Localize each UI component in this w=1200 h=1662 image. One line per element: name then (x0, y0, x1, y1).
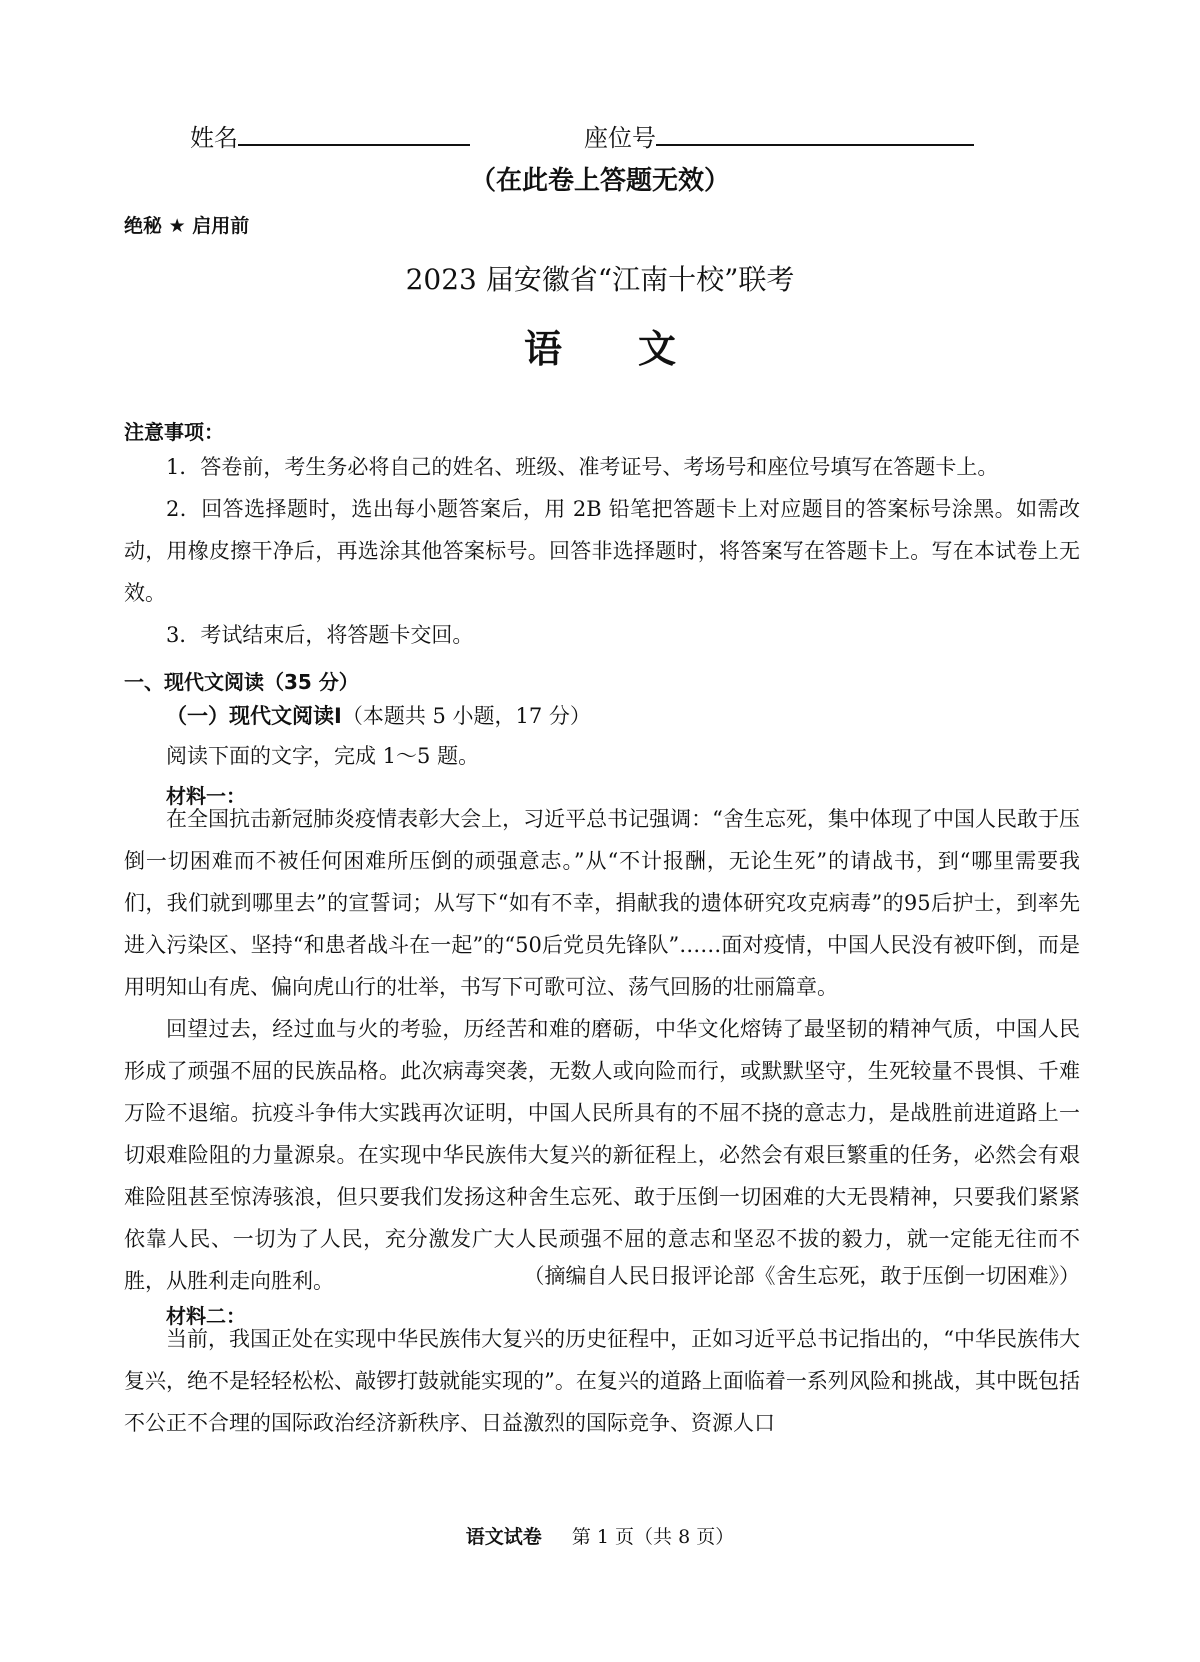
notice-heading: 注意事项： (124, 420, 224, 444)
subject-title: 语 文 (523, 327, 676, 371)
name-blank (238, 118, 470, 146)
name-field (190, 118, 470, 153)
exam-title: 2023 届安徽省“江南十校”联考 (405, 263, 795, 296)
notice-item-1: 1．答卷前，考生务必将自己的姓名、班级、准考证号、考场号和座位号填写在答题卡上。 (166, 455, 999, 479)
section-heading: 一、现代文阅读（35 分） (124, 670, 359, 694)
material1-paragraph-2: 回望过去，经过血与火的考验，历经苦和难的磨砺，中华文化熔铸了最坚韧的精神气质，中国人民形成了顽强不屈的民族品格。此次病毒突袭，无数人或向险而行，或默默坚守，生死较量不畏惧、千难万险不退缩。抗疫斗争伟大实践再次证明，中国人民所具有的不屈不挠的意志力，是战胜前进道路上一切艰难险阻的力量源泉。在实现中华民族伟大复兴的新征程上，必然会有艰巨繁重的任务，必然会有艰难险阻甚至惊涛骇浪，但只要我们发扬这种舍生忘死、敢于压倒一切困难的大无畏精神，只要我们紧紧依靠人民、一切为了人民，充分激发广大人民顽强不屈的意志和坚忍不拔的毅力，就一定能无往而不胜，从胜利走向胜利。 (124, 1017, 1080, 1293)
material1-paragraph-1: 在全国抗击新冠肺炎疫情表彰大会上，习近平总书记强调：“舍生忘死，集中体现了中国人民敢于压倒一切困难而不被任何困难所压倒的顽强意志。”从“不计报酬，无论生死”的请战书，到“哪里需要我们，我们就到哪里去”的宣誓词；从写下“如有不幸，捐献我的遗体研究攻克病毒”的95后护士，到率先进入污染区、坚持“和患者战斗在一起”的“50后党员先锋队”……面对疫情，中国人民没有被吓倒，而是用明知山有虎、偏向虎山行的壮举，书写下可歌可泣、荡气回肠的壮丽篇章。 (124, 807, 1080, 999)
notice-item-3: 3．考试结束后，将答题卡交回。 (166, 623, 474, 647)
subsection-title: （一）现代文阅读Ⅰ (166, 704, 342, 728)
name-label: 姓名 (190, 124, 238, 152)
footer-page-number: 第 1 页（共 8 页） (571, 1526, 735, 1548)
seat-blank (656, 118, 974, 146)
footer-subject: 语文试卷 (465, 1526, 542, 1548)
material2-paragraph: 当前，我国正处在实现中华民族伟大复兴的历史征程中，正如习近平总书记指出的，“中华民族伟大复兴，绝不是轻轻松松、敲锣打鼓就能实现的”。在复兴的道路上面临着一系列风险和挑战，其中既包括不公正不合理的国际政治经济新秩序、日益激烈的国际竞争、资源人口 (124, 1327, 1080, 1435)
notice-item-2: 2．回答选择题时，选出每小题答案后，用 2B 铅笔把答题卡上对应题目的答案标号涂黑。如需改动，用橡皮擦干净后，再选涂其他答案标号。回答非选择题时，将答案写在答题卡上。写在本试卷上无效。 (124, 497, 1080, 605)
seat-label: 座位号 (584, 124, 656, 152)
subsection-heading (166, 700, 591, 730)
secret-marking: 绝秘 ★ 启用前 (124, 215, 250, 237)
seat-field (584, 118, 974, 153)
invalid-note: （在此卷上答题无效） (469, 166, 730, 196)
subsection-score: （本题共 5 小题，17 分） (341, 704, 591, 728)
material1-label: 材料一： (166, 784, 246, 808)
page-footer (0, 1522, 1200, 1549)
reading-instruction: 阅读下面的文字，完成 1～5 题。 (166, 744, 480, 768)
material2-label: 材料二： (166, 1304, 246, 1328)
material1-source: （摘编自人民日报评论部《舍生忘死，敢于压倒一切困难》） (523, 1264, 1080, 1288)
